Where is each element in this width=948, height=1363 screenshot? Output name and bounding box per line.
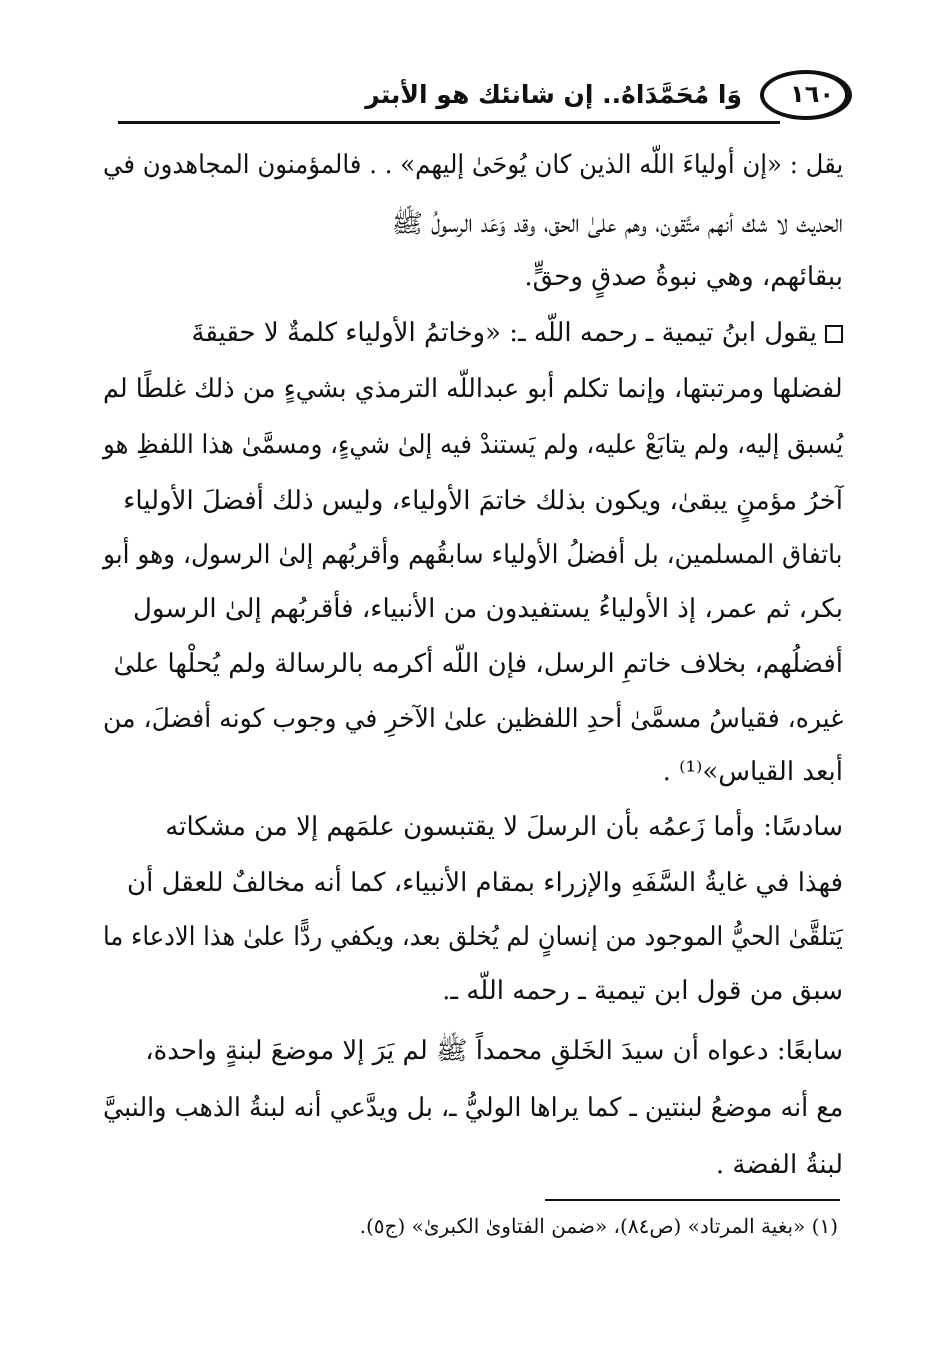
quote-line-3: يُسبق إليه، ولم يتابَعْ عليه، ولم يَستندْ فيه إلىٰ شيءٍ، ومسمَّىٰ هذا اللفظِ هو [102,430,843,460]
quote-line-9: أبعد القياس»⁽¹⁾ . [662,757,843,787]
point-seven-line-3: لبنةُ الفضة . [715,1150,843,1180]
point-six-line-4: سبق من قول ابن تيمية ـ رحمه اللّه ـ. [442,976,843,1006]
text-line-2: الحديث لا شك أنهم متَّقون، وهم علىٰ الحق، وقد وَعَد الرسولُ ﷺ [391,209,843,239]
quote-line-8: غيره، فقياسُ مسمَّىٰ أحدِ اللفظين علىٰ الآخرِ في وجوب كونه أفضلَ، من [102,704,843,734]
page-number: ١٦٠ [790,80,834,108]
footnote-rule [545,1199,840,1201]
square-bullet-icon [825,325,843,343]
text-line-1: يقل : «إن أولياءَ اللّه الذين كان يُوحَىٰ إليهم» . . فالمؤمنون المجاهدون في [102,150,843,180]
quote-line-7: أفضلُهم، بخلاف خاتمِ الرسل، فإن اللّه أكرمه بالرسالة ولم يُحلْها علىٰ [113,649,843,679]
quote-line-5: باتفاق المسلمين، بل أفضلُ الأولياء سابقُهم وأقربُهم إلىٰ الرسول، وهو أبو [103,540,843,570]
text-line-3: ببقائهم، وهي نبوةُ صدقٍ وحقٍّ. [524,262,843,292]
page-header [100,66,852,128]
quote-line-1-text: يقول ابنُ تيمية ـ رحمه اللّه ـ: «وخاتمُ الأولياء كلمةٌ لا حقيقةَ [191,318,817,348]
quote-line-4: آخرُ مؤمنٍ يبقىٰ، ويكون بذلك خاتمَ الأولياء، وليس ذلك أفضلَ الأولياء [123,486,843,516]
running-title: وَا مُحَمَّدَاهُ.. إن شانئك هو الأبتر [365,80,742,109]
quote-line-2: لفضلها ومرتبتها، وإنما تكلم أبو عبداللّه الترمذي بشيءٍ من ذلك غلطًا لم [103,374,843,404]
point-six-line-3: يَتلقَّىٰ الحيُّ الموجود من إنسانٍ لم يُخلق بعد، ويكفي ردًّا علىٰ هذا الادعاء ما [103,922,843,952]
quote-line-6: بكر، ثم عمر، إذ الأولياءُ يستفيدون من الأنبياء، فأقربُهم إلىٰ الرسول [133,594,843,624]
point-six-line-1: سادسًا: وأما زَعمُه بأن الرسلَ لا يقتبسون علمَهم إلا من مشكاته [165,812,843,842]
point-seven-line-2: مع أنه موضعُ لبنتين ـ كما يراها الوليُّ ـ، بل ويدَّعي أنه لبنةُ الذهب والنبيَّ [102,1093,843,1123]
point-six-line-2: فهذا في غايةُ السَّفَهِ والإزراء بمقام الأنبياء، كما أنه مخالفٌ للعقل أن [127,868,843,898]
header-rule [118,121,780,124]
point-seven-line-1: سابعًا: دعواه أن سيدَ الخَلقِ محمداً ﷺ لم يَرَ إلا موضعَ لبنةٍ واحدة، [145,1036,843,1066]
quote-line-1 [191,318,843,348]
footnote: (١) «بغية المرتاد» (ص٨٤)، «ضمن الفتاوىٰ الكبرىٰ» (ج٥). [359,1214,838,1238]
